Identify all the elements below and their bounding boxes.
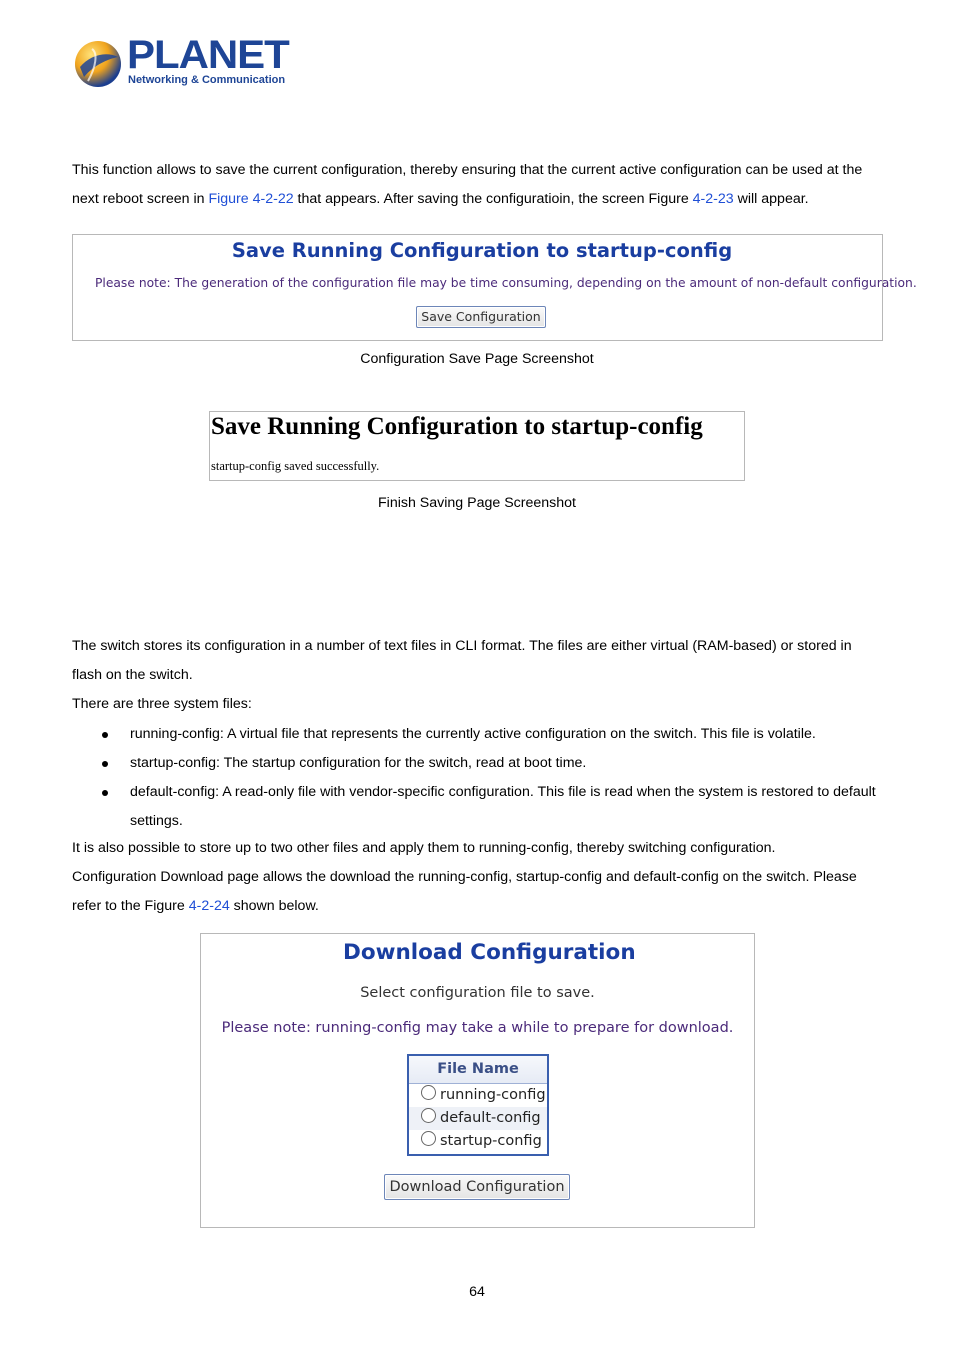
- save-config-screenshot: [72, 234, 917, 341]
- save-config-note: Please note: The generation of the configuration file may be time consuming, depending on the amount of non-default configuration.: [95, 276, 917, 290]
- figure-link-4-2-24[interactable]: 4-2-24: [188, 898, 230, 914]
- file-label: startup-config: [440, 1133, 542, 1149]
- file-name-table: [407, 1054, 549, 1156]
- system-files-list: [72, 720, 887, 836]
- finish-saving-caption: Finish Saving Page Screenshot: [378, 495, 576, 511]
- intro-text-3: that appears. After saving the configuratioin, the screen Figure: [293, 191, 693, 207]
- file-name-header: File Name: [409, 1056, 547, 1084]
- list-item: [72, 749, 887, 778]
- file-label: default-config: [440, 1110, 541, 1126]
- download-text-1: It is also possible to store up to two other files and apply them to running-config, thereby switching configuration.: [72, 840, 776, 856]
- file-label: running-config: [440, 1087, 546, 1103]
- table-row[interactable]: [409, 1130, 547, 1153]
- list-item: [72, 778, 887, 807]
- figure-link-4-2-23[interactable]: 4-2-23: [692, 191, 734, 207]
- table-row[interactable]: [409, 1084, 547, 1107]
- list-item-text: running-config: A virtual file that represents the currently active configuration on the switch. This file is volatile.: [130, 726, 816, 742]
- save-config-caption: Configuration Save Page Screenshot: [360, 351, 594, 367]
- download-select-text: Select configuration file to save.: [360, 985, 595, 1001]
- globe-icon: [72, 37, 124, 89]
- logo-wordmark: PLANET: [127, 33, 289, 77]
- finish-saving-message: startup-config saved successfully.: [211, 459, 380, 473]
- list-item-continuation: [72, 807, 887, 836]
- list-item-text: settings.: [130, 813, 183, 829]
- intro-text-1: This function allows to save the current configuration, thereby ensuring that the current active configuration can be used at the: [72, 162, 863, 178]
- list-item-text: default-config: A read-only file with vendor-specific configuration. This file is read when the system is restored to default: [130, 784, 876, 800]
- save-configuration-button[interactable]: Save Configuration: [416, 306, 546, 328]
- save-config-heading: Save Running Configuration to startup-config: [231, 239, 733, 262]
- download-text-2: Configuration Download page allows the download the running-config, startup-config and default-config on the switch. Please: [72, 869, 857, 885]
- bullet-icon: [102, 761, 108, 767]
- radio-running-config[interactable]: [421, 1085, 436, 1100]
- radio-startup-config[interactable]: [421, 1131, 436, 1146]
- system-files-intro: There are three system files:: [72, 696, 252, 712]
- figure-link-label[interactable]: Figure: [208, 191, 249, 207]
- figure-link-4-2-22[interactable]: 4-2-22: [248, 191, 294, 207]
- planet-logo: [72, 33, 289, 93]
- finish-saving-heading: Save Running Configuration to startup-config: [211, 413, 703, 440]
- download-text-3: refer to the Figure: [72, 898, 189, 914]
- config-files-paragraph: [72, 632, 887, 719]
- radio-default-config[interactable]: [421, 1108, 436, 1123]
- bullet-icon: [102, 732, 108, 738]
- download-paragraph: [72, 834, 887, 921]
- intro-text-2: next reboot screen in: [72, 191, 209, 207]
- config-files-text-2: flash on the switch.: [72, 667, 193, 683]
- config-files-text-1: The switch stores its configuration in a number of text files in CLI format. The files are either virtual (RAM-based) or stored in: [72, 638, 852, 654]
- intro-paragraph: [72, 156, 887, 214]
- table-row[interactable]: [409, 1107, 547, 1130]
- list-item: [72, 720, 887, 749]
- download-config-screenshot: [200, 933, 755, 1228]
- finish-saving-screenshot: [209, 411, 745, 481]
- download-note: Please note: running-config may take a while to prepare for download.: [221, 1020, 734, 1036]
- page-number: 64: [469, 1284, 485, 1300]
- download-configuration-button[interactable]: Download Configuration: [384, 1174, 570, 1200]
- logo-tagline: Networking & Communication: [128, 74, 286, 86]
- list-item-text: startup-config: The startup configuration for the switch, read at boot time.: [130, 755, 587, 771]
- bullet-icon: [102, 790, 108, 796]
- intro-text-4: will appear.: [733, 191, 809, 207]
- download-config-heading: Download Configuration: [343, 940, 636, 965]
- download-text-4: shown below.: [229, 898, 319, 914]
